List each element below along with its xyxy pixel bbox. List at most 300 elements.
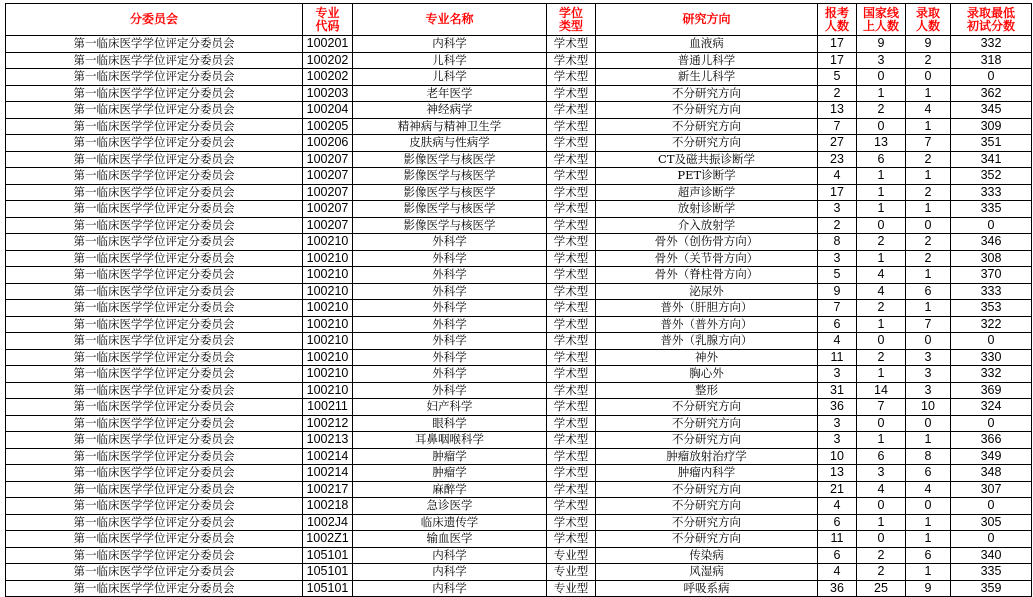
research-direction-cell: 不分研究方向 [596, 399, 818, 416]
research-direction-cell: 不分研究方向 [596, 531, 818, 548]
applicants-cell: 17 [818, 184, 857, 201]
header-major-code [303, 4, 353, 36]
degree-type-cell: 专业型 [547, 547, 596, 564]
above-line-cell: 4 [857, 481, 906, 498]
research-direction-cell: 不分研究方向 [596, 118, 818, 135]
committee-cell: 第一临床医学学位评定分委员会 [6, 349, 303, 366]
applicants-cell: 4 [818, 333, 857, 350]
committee-cell: 第一临床医学学位评定分委员会 [6, 102, 303, 119]
min-score-cell: 345 [951, 102, 1032, 119]
major-code-cell: 105101 [303, 564, 353, 581]
major-code-cell: 100204 [303, 102, 353, 119]
major-name-cell: 外科学 [353, 267, 547, 284]
min-score-cell: 0 [951, 531, 1032, 548]
committee-cell: 第一临床医学学位评定分委员会 [6, 415, 303, 432]
degree-type-cell: 学术型 [547, 135, 596, 152]
table-row [6, 498, 1032, 515]
degree-type-cell: 学术型 [547, 382, 596, 399]
table-row [6, 465, 1032, 482]
committee-cell: 第一临床医学学位评定分委员会 [6, 432, 303, 449]
above-line-cell: 2 [857, 300, 906, 317]
admitted-cell: 1 [906, 514, 951, 531]
table-row [6, 316, 1032, 333]
header-line: 人数 [824, 18, 849, 33]
above-line-cell: 14 [857, 382, 906, 399]
above-line-cell: 0 [857, 498, 906, 515]
major-name-cell: 外科学 [353, 250, 547, 267]
degree-type-cell: 学术型 [547, 333, 596, 350]
min-score-cell: 351 [951, 135, 1032, 152]
degree-type-cell: 学术型 [547, 102, 596, 119]
major-code-cell: 100210 [303, 283, 353, 300]
major-code-cell: 100206 [303, 135, 353, 152]
major-code-cell: 100210 [303, 316, 353, 333]
header-min-score [951, 4, 1032, 36]
admitted-cell: 1 [906, 201, 951, 218]
research-direction-cell: 放射诊断学 [596, 201, 818, 218]
table-row [6, 102, 1032, 119]
min-score-cell: 369 [951, 382, 1032, 399]
major-name-cell: 耳鼻咽喉科学 [353, 432, 547, 449]
major-name-cell: 神经病学 [353, 102, 547, 119]
applicants-cell: 4 [818, 168, 857, 185]
degree-type-cell: 学术型 [547, 283, 596, 300]
major-name-cell: 内科学 [353, 564, 547, 581]
committee-cell: 第一临床医学学位评定分委员会 [6, 36, 303, 53]
committee-cell: 第一临床医学学位评定分委员会 [6, 135, 303, 152]
research-direction-cell: 泌尿外 [596, 283, 818, 300]
degree-type-cell: 学术型 [547, 234, 596, 251]
research-direction-cell: 新生儿科学 [596, 69, 818, 86]
degree-type-cell: 专业型 [547, 580, 596, 597]
header-major-name: 专业名称 [353, 4, 547, 36]
header-committee: 分委员会 [6, 4, 303, 36]
applicants-cell: 6 [818, 316, 857, 333]
admitted-cell: 6 [906, 547, 951, 564]
major-name-cell: 外科学 [353, 283, 547, 300]
table-row [6, 432, 1032, 449]
header-line: 国家线 [862, 5, 899, 20]
major-name-cell: 精神病与精神卫生学 [353, 118, 547, 135]
major-name-cell: 外科学 [353, 234, 547, 251]
admitted-cell: 0 [906, 69, 951, 86]
research-direction-cell: 胸心外 [596, 366, 818, 383]
header-line: 录取 [915, 5, 940, 20]
research-direction-cell: 不分研究方向 [596, 514, 818, 531]
committee-cell: 第一临床医学学位评定分委员会 [6, 151, 303, 168]
above-line-cell: 3 [857, 52, 906, 69]
degree-type-cell: 学术型 [547, 448, 596, 465]
major-name-cell: 临床遗传学 [353, 514, 547, 531]
committee-cell: 第一临床医学学位评定分委员会 [6, 382, 303, 399]
min-score-cell: 0 [951, 69, 1032, 86]
admitted-cell: 1 [906, 531, 951, 548]
major-name-cell: 影像医学与核医学 [353, 184, 547, 201]
research-direction-cell: 传染病 [596, 547, 818, 564]
degree-type-cell: 学术型 [547, 531, 596, 548]
degree-type-cell: 学术型 [547, 349, 596, 366]
major-code-cell: 100210 [303, 234, 353, 251]
major-name-cell: 儿科学 [353, 52, 547, 69]
applicants-cell: 27 [818, 135, 857, 152]
table-row [6, 399, 1032, 416]
degree-type-cell: 学术型 [547, 465, 596, 482]
major-name-cell: 麻醉学 [353, 481, 547, 498]
admissions-table [5, 3, 1032, 597]
admitted-cell: 2 [906, 234, 951, 251]
major-name-cell: 外科学 [353, 300, 547, 317]
above-line-cell: 3 [857, 465, 906, 482]
major-code-cell: 1002Z1 [303, 531, 353, 548]
table-row [6, 85, 1032, 102]
admitted-cell: 0 [906, 415, 951, 432]
table-row [6, 52, 1032, 69]
major-code-cell: 100210 [303, 267, 353, 284]
research-direction-cell: CT及磁共振诊断学 [596, 151, 818, 168]
research-direction-cell: 呼吸系病 [596, 580, 818, 597]
admitted-cell: 9 [906, 580, 951, 597]
admitted-cell: 1 [906, 118, 951, 135]
above-line-cell: 0 [857, 531, 906, 548]
major-name-cell: 眼科学 [353, 415, 547, 432]
research-direction-cell: 超声诊断学 [596, 184, 818, 201]
applicants-cell: 2 [818, 85, 857, 102]
table-row [6, 564, 1032, 581]
above-line-cell: 1 [857, 201, 906, 218]
above-line-cell: 4 [857, 283, 906, 300]
above-line-cell: 0 [857, 217, 906, 234]
degree-type-cell: 学术型 [547, 168, 596, 185]
header-line: 类型 [558, 18, 583, 33]
admitted-cell: 1 [906, 300, 951, 317]
committee-cell: 第一临床医学学位评定分委员会 [6, 366, 303, 383]
major-code-cell: 100210 [303, 250, 353, 267]
min-score-cell: 359 [951, 580, 1032, 597]
committee-cell: 第一临床医学学位评定分委员会 [6, 316, 303, 333]
applicants-cell: 2 [818, 217, 857, 234]
major-name-cell: 影像医学与核医学 [353, 201, 547, 218]
table-row [6, 366, 1032, 383]
applicants-cell: 3 [818, 432, 857, 449]
major-code-cell: 100207 [303, 217, 353, 234]
min-score-cell: 309 [951, 118, 1032, 135]
table-row [6, 481, 1032, 498]
degree-type-cell: 学术型 [547, 316, 596, 333]
above-line-cell: 25 [857, 580, 906, 597]
applicants-cell: 17 [818, 52, 857, 69]
min-score-cell: 352 [951, 168, 1032, 185]
major-code-cell: 105101 [303, 580, 353, 597]
research-direction-cell: 不分研究方向 [596, 102, 818, 119]
committee-cell: 第一临床医学学位评定分委员会 [6, 531, 303, 548]
committee-cell: 第一临床医学学位评定分委员会 [6, 168, 303, 185]
major-name-cell: 内科学 [353, 580, 547, 597]
min-score-cell: 370 [951, 267, 1032, 284]
header-row [6, 4, 1032, 36]
applicants-cell: 13 [818, 102, 857, 119]
major-code-cell: 100210 [303, 382, 353, 399]
committee-cell: 第一临床医学学位评定分委员会 [6, 52, 303, 69]
major-code-cell: 100210 [303, 333, 353, 350]
header-line: 学位 [558, 5, 583, 20]
committee-cell: 第一临床医学学位评定分委员会 [6, 448, 303, 465]
above-line-cell: 0 [857, 333, 906, 350]
admitted-cell: 9 [906, 36, 951, 53]
above-line-cell: 2 [857, 349, 906, 366]
degree-type-cell: 学术型 [547, 399, 596, 416]
table-row [6, 36, 1032, 53]
min-score-cell: 305 [951, 514, 1032, 531]
header-research-direction: 研究方向 [596, 4, 818, 36]
above-line-cell: 9 [857, 36, 906, 53]
major-name-cell: 影像医学与核医学 [353, 168, 547, 185]
committee-cell: 第一临床医学学位评定分委员会 [6, 234, 303, 251]
research-direction-cell: 不分研究方向 [596, 481, 818, 498]
above-line-cell: 1 [857, 85, 906, 102]
min-score-cell: 332 [951, 36, 1032, 53]
above-line-cell: 6 [857, 151, 906, 168]
admitted-cell: 4 [906, 102, 951, 119]
research-direction-cell: 整形 [596, 382, 818, 399]
applicants-cell: 5 [818, 69, 857, 86]
research-direction-cell: 风湿病 [596, 564, 818, 581]
applicants-cell: 6 [818, 547, 857, 564]
major-name-cell: 外科学 [353, 316, 547, 333]
major-name-cell: 妇产科学 [353, 399, 547, 416]
table-row [6, 250, 1032, 267]
min-score-cell: 366 [951, 432, 1032, 449]
committee-cell: 第一临床医学学位评定分委员会 [6, 498, 303, 515]
major-name-cell: 急诊医学 [353, 498, 547, 515]
above-line-cell: 4 [857, 267, 906, 284]
major-code-cell: 100203 [303, 85, 353, 102]
committee-cell: 第一临床医学学位评定分委员会 [6, 69, 303, 86]
header-line: 专业 [315, 5, 340, 20]
major-name-cell: 内科学 [353, 547, 547, 564]
table-row [6, 151, 1032, 168]
admitted-cell: 2 [906, 184, 951, 201]
applicants-cell: 21 [818, 481, 857, 498]
degree-type-cell: 学术型 [547, 151, 596, 168]
admitted-cell: 10 [906, 399, 951, 416]
min-score-cell: 330 [951, 349, 1032, 366]
min-score-cell: 353 [951, 300, 1032, 317]
table-row [6, 514, 1032, 531]
committee-cell: 第一临床医学学位评定分委员会 [6, 580, 303, 597]
major-code-cell: 100202 [303, 52, 353, 69]
table-row [6, 184, 1032, 201]
admitted-cell: 3 [906, 366, 951, 383]
applicants-cell: 4 [818, 498, 857, 515]
table-row [6, 217, 1032, 234]
research-direction-cell: PET诊断学 [596, 168, 818, 185]
major-code-cell: 100214 [303, 465, 353, 482]
table-row [6, 267, 1032, 284]
major-code-cell: 100214 [303, 448, 353, 465]
major-code-cell: 100211 [303, 399, 353, 416]
admitted-cell: 6 [906, 283, 951, 300]
min-score-cell: 0 [951, 333, 1032, 350]
degree-type-cell: 学术型 [547, 498, 596, 515]
applicants-cell: 9 [818, 283, 857, 300]
above-line-cell: 2 [857, 564, 906, 581]
min-score-cell: 0 [951, 415, 1032, 432]
applicants-cell: 17 [818, 36, 857, 53]
header-line: 初试分数 [966, 18, 1015, 33]
degree-type-cell: 学术型 [547, 514, 596, 531]
above-line-cell: 1 [857, 514, 906, 531]
header-admitted [906, 4, 951, 36]
major-name-cell: 外科学 [353, 349, 547, 366]
above-line-cell: 2 [857, 547, 906, 564]
header-above-national-line [857, 4, 906, 36]
min-score-cell: 308 [951, 250, 1032, 267]
degree-type-cell: 学术型 [547, 267, 596, 284]
table-row [6, 300, 1032, 317]
applicants-cell: 31 [818, 382, 857, 399]
research-direction-cell: 肿瘤内科学 [596, 465, 818, 482]
above-line-cell: 0 [857, 118, 906, 135]
major-code-cell: 100207 [303, 168, 353, 185]
committee-cell: 第一临床医学学位评定分委员会 [6, 465, 303, 482]
degree-type-cell: 学术型 [547, 69, 596, 86]
applicants-cell: 7 [818, 300, 857, 317]
committee-cell: 第一临床医学学位评定分委员会 [6, 217, 303, 234]
major-name-cell: 皮肤病与性病学 [353, 135, 547, 152]
research-direction-cell: 骨外（脊柱骨方向） [596, 267, 818, 284]
table-row [6, 283, 1032, 300]
header-line: 报考 [824, 5, 849, 20]
admitted-cell: 6 [906, 465, 951, 482]
table-row [6, 547, 1032, 564]
applicants-cell: 36 [818, 399, 857, 416]
degree-type-cell: 学术型 [547, 300, 596, 317]
min-score-cell: 335 [951, 201, 1032, 218]
table-row [6, 382, 1032, 399]
header-line: 代码 [315, 18, 340, 33]
table-row [6, 234, 1032, 251]
major-code-cell: 100217 [303, 481, 353, 498]
research-direction-cell: 肿瘤放射治疗学 [596, 448, 818, 465]
major-code-cell: 100210 [303, 300, 353, 317]
applicants-cell: 23 [818, 151, 857, 168]
min-score-cell: 335 [951, 564, 1032, 581]
table-row [6, 333, 1032, 350]
table-row [6, 135, 1032, 152]
min-score-cell: 362 [951, 85, 1032, 102]
applicants-cell: 3 [818, 250, 857, 267]
degree-type-cell: 学术型 [547, 52, 596, 69]
major-code-cell: 105101 [303, 547, 353, 564]
header-degree-type [547, 4, 596, 36]
major-code-cell: 100207 [303, 151, 353, 168]
research-direction-cell: 普外（乳腺方向） [596, 333, 818, 350]
committee-cell: 第一临床医学学位评定分委员会 [6, 333, 303, 350]
degree-type-cell: 学术型 [547, 250, 596, 267]
min-score-cell: 324 [951, 399, 1032, 416]
admitted-cell: 2 [906, 151, 951, 168]
research-direction-cell: 普外（肝胆方向） [596, 300, 818, 317]
research-direction-cell: 不分研究方向 [596, 415, 818, 432]
major-name-cell: 肿瘤学 [353, 448, 547, 465]
committee-cell: 第一临床医学学位评定分委员会 [6, 201, 303, 218]
degree-type-cell: 学术型 [547, 415, 596, 432]
above-line-cell: 6 [857, 448, 906, 465]
header-line: 上人数 [862, 18, 899, 33]
research-direction-cell: 普通儿科学 [596, 52, 818, 69]
major-code-cell: 100210 [303, 349, 353, 366]
admitted-cell: 7 [906, 316, 951, 333]
applicants-cell: 7 [818, 118, 857, 135]
min-score-cell: 346 [951, 234, 1032, 251]
degree-type-cell: 学术型 [547, 217, 596, 234]
research-direction-cell: 不分研究方向 [596, 498, 818, 515]
applicants-cell: 8 [818, 234, 857, 251]
above-line-cell: 1 [857, 168, 906, 185]
min-score-cell: 333 [951, 283, 1032, 300]
major-code-cell: 100205 [303, 118, 353, 135]
applicants-cell: 3 [818, 366, 857, 383]
major-code-cell: 100212 [303, 415, 353, 432]
applicants-cell: 5 [818, 267, 857, 284]
major-name-cell: 外科学 [353, 333, 547, 350]
applicants-cell: 11 [818, 531, 857, 548]
major-name-cell: 儿科学 [353, 69, 547, 86]
min-score-cell: 0 [951, 217, 1032, 234]
above-line-cell: 1 [857, 432, 906, 449]
above-line-cell: 1 [857, 184, 906, 201]
applicants-cell: 6 [818, 514, 857, 531]
committee-cell: 第一临床医学学位评定分委员会 [6, 514, 303, 531]
admitted-cell: 8 [906, 448, 951, 465]
degree-type-cell: 学术型 [547, 36, 596, 53]
applicants-cell: 36 [818, 580, 857, 597]
degree-type-cell: 专业型 [547, 564, 596, 581]
table-row [6, 531, 1032, 548]
applicants-cell: 13 [818, 465, 857, 482]
table-body [6, 36, 1032, 597]
table-row [6, 448, 1032, 465]
min-score-cell: 349 [951, 448, 1032, 465]
table-row [6, 349, 1032, 366]
major-code-cell: 1002J4 [303, 514, 353, 531]
admitted-cell: 0 [906, 333, 951, 350]
degree-type-cell: 学术型 [547, 201, 596, 218]
major-code-cell: 100201 [303, 36, 353, 53]
table-row [6, 415, 1032, 432]
table-row [6, 69, 1032, 86]
committee-cell: 第一临床医学学位评定分委员会 [6, 118, 303, 135]
header-line: 人数 [915, 18, 940, 33]
research-direction-cell: 介入放射学 [596, 217, 818, 234]
research-direction-cell: 骨外（创伤骨方向） [596, 234, 818, 251]
above-line-cell: 2 [857, 234, 906, 251]
degree-type-cell: 学术型 [547, 118, 596, 135]
committee-cell: 第一临床医学学位评定分委员会 [6, 85, 303, 102]
research-direction-cell: 不分研究方向 [596, 432, 818, 449]
above-line-cell: 0 [857, 69, 906, 86]
table-row [6, 168, 1032, 185]
admitted-cell: 1 [906, 564, 951, 581]
min-score-cell: 0 [951, 498, 1032, 515]
committee-cell: 第一临床医学学位评定分委员会 [6, 564, 303, 581]
admitted-cell: 7 [906, 135, 951, 152]
above-line-cell: 0 [857, 415, 906, 432]
major-name-cell: 影像医学与核医学 [353, 151, 547, 168]
table-row [6, 118, 1032, 135]
major-code-cell: 100210 [303, 366, 353, 383]
research-direction-cell: 普外（普外方向） [596, 316, 818, 333]
